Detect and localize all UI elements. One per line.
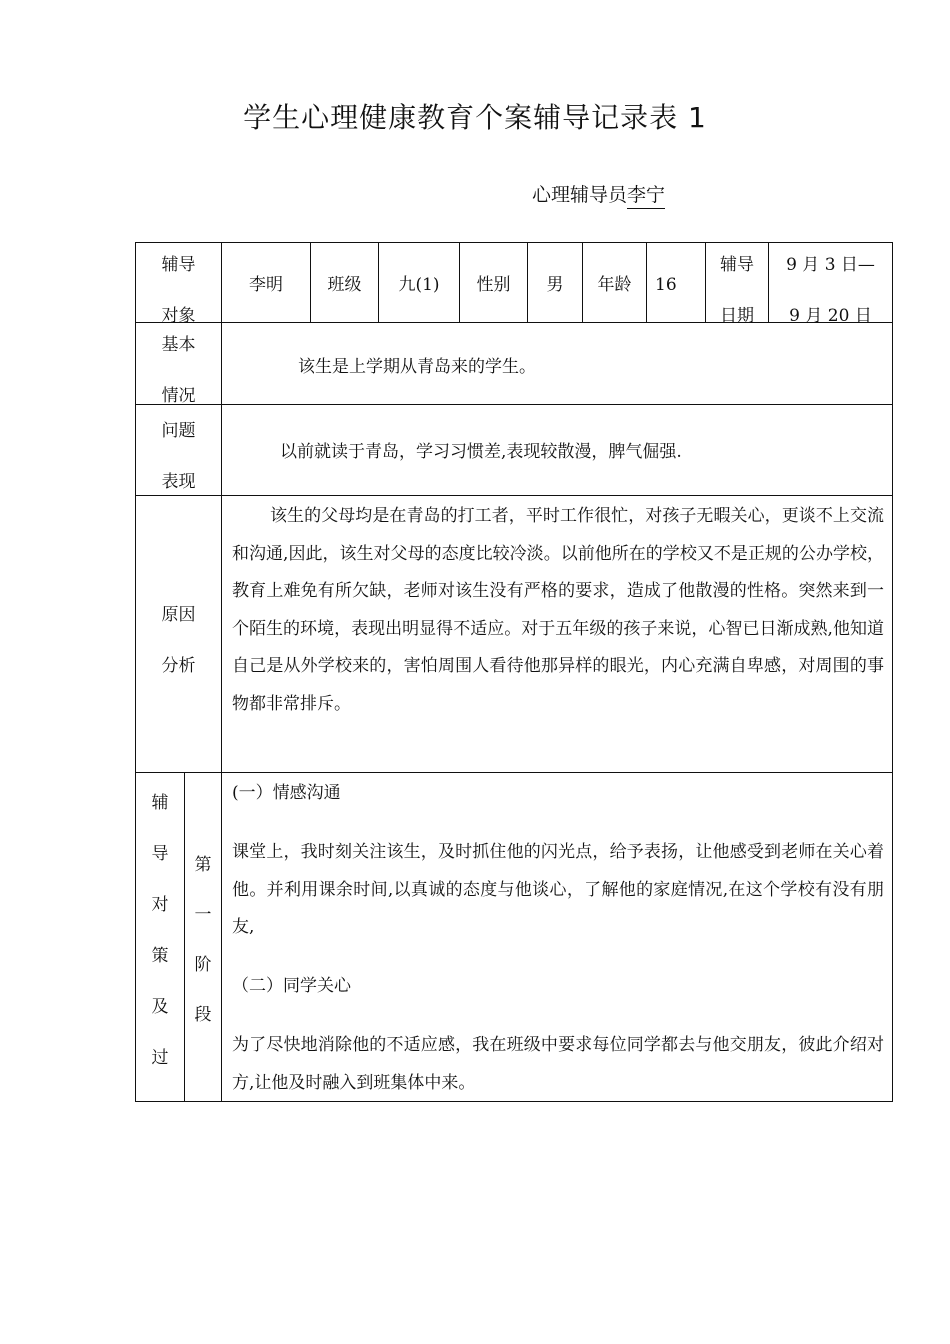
date-label-line1: 辅导 <box>720 255 754 275</box>
header-divider-6 <box>646 242 647 323</box>
analysis-label <box>136 600 221 676</box>
gender-label: 性别 <box>476 274 511 295</box>
basic-info-label-line1: 基本 <box>161 335 196 355</box>
stage-label-char: 一 <box>194 905 212 925</box>
row-divider-problem <box>135 495 893 496</box>
analysis-label-line1: 原因 <box>161 605 196 625</box>
stage-label-char: 段 <box>194 1005 212 1025</box>
problem-text: 以前就读于青岛，学习习惯差,表现较散漫，脾气倔强. <box>280 441 682 462</box>
stage-label-char: 阶 <box>194 955 212 975</box>
target-label-line2: 对象 <box>161 306 196 326</box>
strategy-label-char: 对 <box>151 895 169 915</box>
date-value-line2: 9 月 20 日 <box>789 306 872 326</box>
target-label <box>136 250 221 326</box>
section1-text: 课堂上，我时刻关注该生，及时抓住他的闪光点，给予表扬，让他感受到老师在关心着他。并利用课余时间,以真诚的态度与他谈心，了解他的家庭情况,在这个学校有没有朋友, <box>232 842 884 937</box>
stage-label <box>185 850 221 1050</box>
row-divider-basic <box>135 404 893 405</box>
strategy-label-char: 导 <box>151 844 169 864</box>
age-value: 16 <box>655 274 677 295</box>
student-name: 李明 <box>249 274 283 295</box>
strategy-label-char: 及 <box>151 997 169 1017</box>
problem-label-line2: 表现 <box>161 472 196 492</box>
date-value-line1: 9 月 3 日— <box>786 255 875 275</box>
basic-info-text: 该生是上学期从青岛来的学生。 <box>298 356 536 377</box>
table-border-right <box>892 242 893 1102</box>
class-value: 九(1) <box>398 274 440 295</box>
counselor-label: 心理辅导员 <box>532 184 628 206</box>
date-value <box>769 250 892 326</box>
section2-title: （二）同学关心 <box>232 975 351 996</box>
strategy-label-char: 过 <box>151 1048 169 1068</box>
analysis-text: 该生的父母均是在青岛的打工者，平时工作很忙，对孩子无暇关心，更谈不上交流和沟通,因此，该生对父母的态度比较冷淡。以前他所在的学校又不是正规的公办学校，教育上难免有所欠缺，老师对该生没有严格的要求，造成了他散漫的性格。突然来到一个陌生的环境，表现出明显得不适应。对于五年级的孩子来说，心智已日渐成熟,他知道自己是从外学校来的，害怕周围人看待他那异样的眼光，内心充满自卑感，对周围的事物都非常排斥。 <box>232 506 884 714</box>
date-label-line2: 日期 <box>720 306 754 326</box>
table-border-top <box>135 242 893 243</box>
strategy-label-char: 策 <box>151 946 169 966</box>
age-label: 年龄 <box>597 274 632 295</box>
problem-label <box>136 416 221 492</box>
label-column-divider <box>221 242 222 1102</box>
class-label: 班级 <box>327 274 362 295</box>
problem-label-line1: 问题 <box>161 421 196 441</box>
strategy-label <box>136 788 184 1094</box>
strategy-label-char: 辅 <box>151 793 169 813</box>
row-divider-analysis <box>135 772 893 773</box>
section1-title: (一）情感沟通 <box>232 782 341 803</box>
target-label-line1: 辅导 <box>161 255 196 275</box>
counselor-name: 李宁 <box>627 184 665 209</box>
gender-value: 男 <box>546 274 564 295</box>
date-label <box>706 250 768 326</box>
section2-text: 为了尽快地消除他的不适应感，我在班级中要求每位同学都去与他交朋友，彼此介绍对方,让他及时融入到班集体中来。 <box>232 1035 884 1093</box>
analysis-label-line2: 分析 <box>161 656 196 676</box>
basic-info-label <box>136 330 221 406</box>
basic-info-label-line2: 情况 <box>161 386 196 406</box>
stage-label-char: 第 <box>194 855 212 875</box>
page-title: 学生心理健康教育个案辅导记录表 1 <box>243 101 707 134</box>
